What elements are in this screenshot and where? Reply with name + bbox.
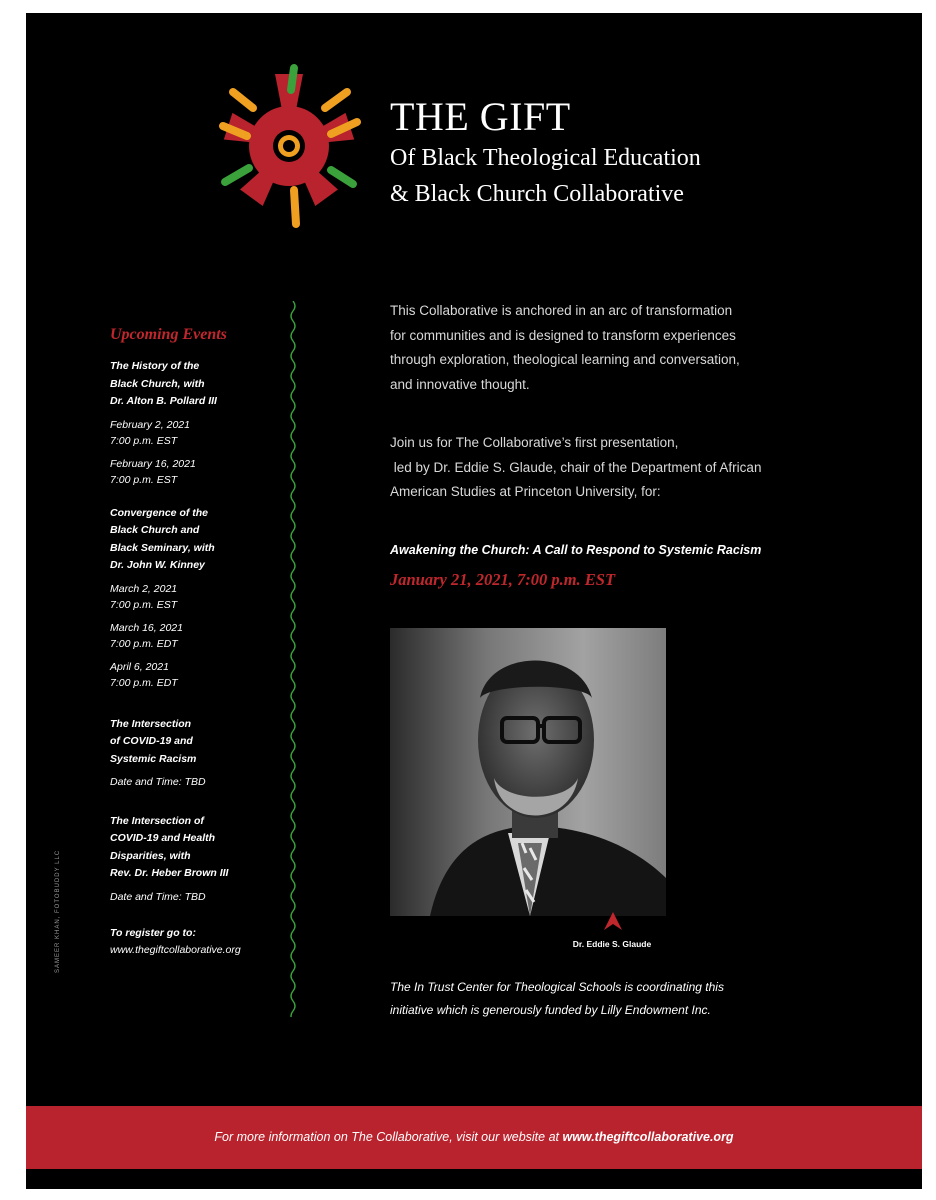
event-title-line: Dr. John W. Kinney	[110, 559, 205, 571]
event-item	[110, 505, 288, 692]
caption-pointer-icon	[603, 911, 623, 931]
event-item	[110, 716, 288, 791]
squiggle-divider	[286, 301, 300, 1017]
logo-center	[273, 130, 305, 162]
text-line: Join us for The Collaborative’s first presentation,	[390, 435, 679, 450]
register-link[interactable]: www.thegiftcollaborative.org	[110, 944, 241, 956]
event-title-line: The Intersection of	[110, 814, 204, 827]
speaker-portrait	[390, 628, 666, 916]
photo-caption: Dr. Eddie S. Glaude	[572, 939, 652, 949]
event-date	[110, 456, 288, 489]
featured-event-title: Awakening the Church: A Call to Respond to Systemic Racism	[390, 543, 762, 557]
footer-banner	[26, 1106, 922, 1169]
event-title-line: COVID-19 and Health	[110, 832, 216, 844]
event-title-line: Dr. Alton B. Pollard III	[110, 395, 217, 407]
event-date	[110, 581, 288, 614]
event-date-day: February 2, 2021	[110, 418, 190, 431]
funding-note	[390, 976, 800, 1022]
register-label: To register go to:	[110, 927, 196, 939]
event-date-time: 7:00 p.m. EDT	[110, 638, 178, 650]
text-line: American Studies at Princeton University, for:	[390, 484, 661, 499]
event-date	[110, 417, 288, 450]
event-date-time: 7:00 p.m. EST	[110, 474, 178, 486]
text-line: This Collaborative is anchored in an arc of transformation	[390, 303, 733, 318]
subtitle-line-2: & Black Church Collaborative	[390, 181, 684, 207]
text-line: initiative which is generously funded by Lilly Endowment Inc.	[390, 1003, 711, 1017]
event-title-line: Systemic Racism	[110, 752, 197, 765]
title-block	[390, 95, 701, 211]
event-date-day: March 2, 2021	[110, 582, 178, 595]
intro-paragraph	[390, 299, 810, 397]
page-title: THE GIFT	[390, 94, 571, 139]
event-item	[110, 813, 288, 906]
event-title-line: The Intersection	[110, 717, 192, 730]
footer-text: For more information on The Collaborative, visit our website at	[214, 1130, 563, 1144]
event-title-line: of COVID-19 and	[110, 735, 193, 747]
footer-website-link[interactable]: www.thegiftcollaborative.org	[562, 1130, 734, 1144]
event-date-time: 7:00 p.m. EST	[110, 435, 178, 447]
text-line: and innovative thought.	[390, 376, 530, 392]
event-date-time: 7:00 p.m. EST	[110, 599, 178, 611]
event-item	[110, 358, 288, 489]
featured-event-date: January 21, 2021, 7:00 p.m. EST	[390, 570, 616, 589]
flower-burst-logo-icon	[216, 63, 362, 229]
text-line: through exploration, theological learning and conversation,	[390, 352, 740, 367]
event-title-line: The History of the	[110, 360, 200, 372]
text-line: for communities and is designed to transform experiences	[390, 327, 736, 343]
event-title-line: Black Seminary, with	[110, 541, 215, 554]
event-date	[110, 620, 288, 653]
text-line: led by Dr. Eddie S. Glaude, chair of the Department of African	[390, 459, 762, 475]
event-date	[110, 889, 288, 906]
portrait-illustration	[390, 628, 666, 916]
upcoming-events-sidebar	[110, 326, 288, 959]
upcoming-events-heading: Upcoming Events	[110, 326, 227, 343]
flyer-page	[26, 13, 922, 1189]
event-date	[110, 774, 288, 791]
event-title-line: Convergence of the	[110, 506, 209, 519]
photo-credit-text: SAMEER KHAN, FOTOBUDDY LLC	[55, 849, 61, 973]
text-line: The In Trust Center for Theological Schools is coordinating this	[390, 980, 724, 994]
event-date	[110, 659, 288, 692]
event-title-line: Disparities, with	[110, 849, 191, 862]
event-date-day: Date and Time: TBD	[110, 890, 206, 903]
join-paragraph	[390, 431, 810, 505]
event-title-line: Black Church, with	[110, 377, 205, 390]
main-content	[390, 299, 810, 505]
subtitle-line-1: Of Black Theological Education	[390, 145, 701, 171]
event-title-line: Rev. Dr. Heber Brown III	[110, 867, 229, 879]
event-date-time: 7:00 p.m. EDT	[110, 677, 178, 689]
register-block	[110, 925, 288, 959]
event-date-day: February 16, 2021	[110, 457, 196, 470]
event-title-line: Black Church and	[110, 524, 200, 536]
event-date-day: March 16, 2021	[110, 621, 183, 634]
event-date-day: Date and Time: TBD	[110, 776, 206, 788]
event-date-day: April 6, 2021	[110, 660, 169, 673]
photo-credit	[53, 833, 65, 973]
